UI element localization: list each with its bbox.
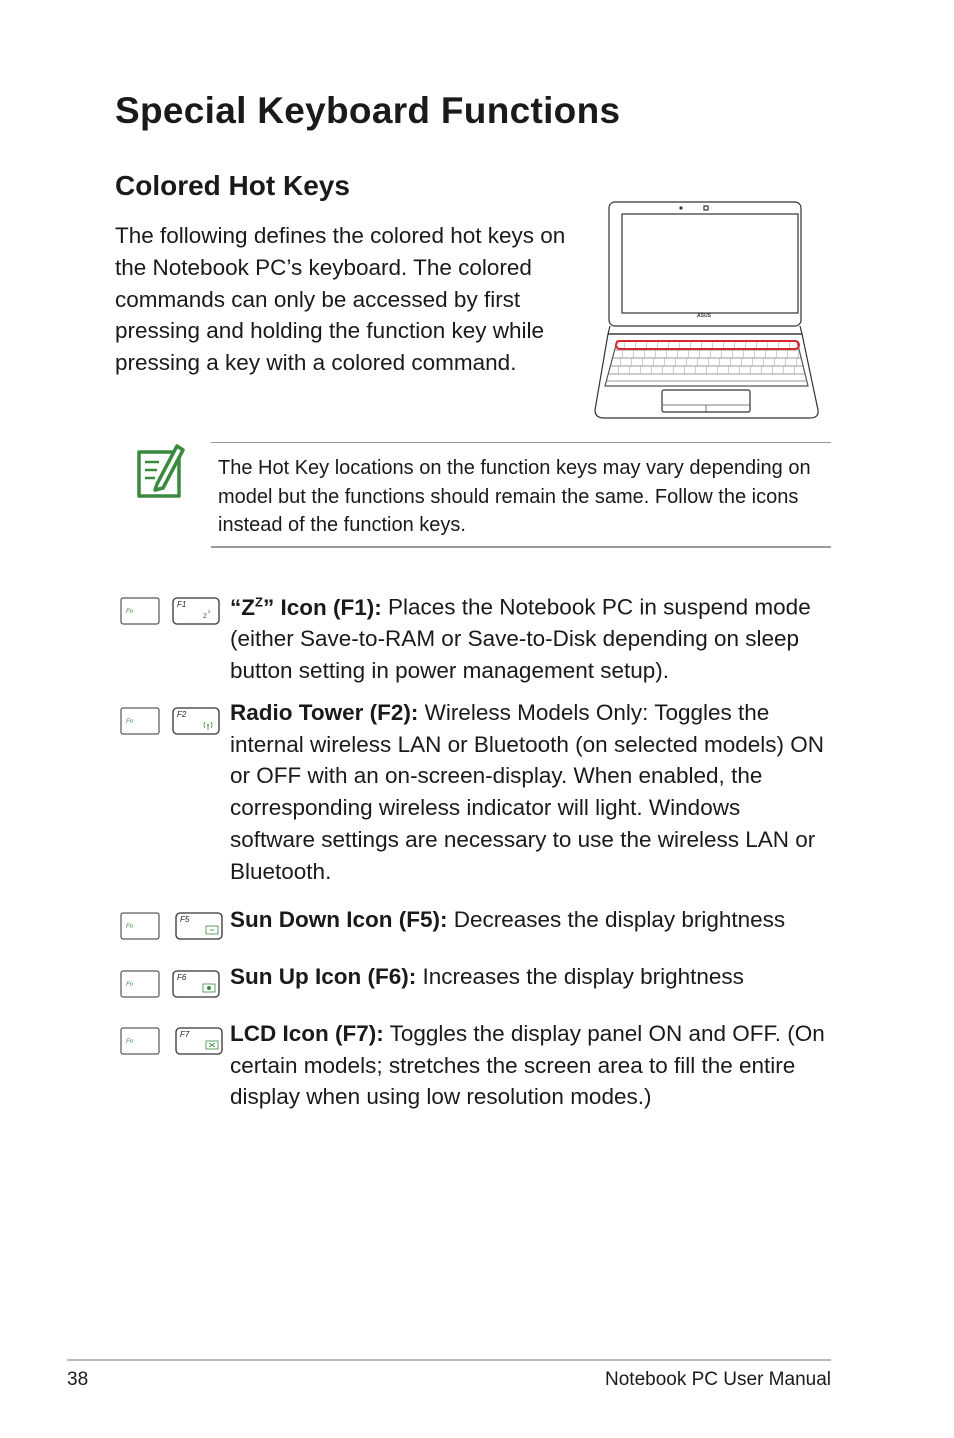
svg-text:z: z [208, 609, 211, 615]
hotkey-title: Sun Down Icon (F5): [230, 907, 448, 932]
section-title: Colored Hot Keys [115, 170, 350, 201]
fn-key-label: Fn [126, 924, 134, 930]
note-top-rule [211, 442, 831, 443]
laptop-illustration [592, 200, 822, 422]
fn-key-label: Fn [126, 982, 134, 988]
hotkey-combo-f6 [117, 969, 223, 1001]
hotkey-title: Radio Tower (F2): [230, 700, 419, 725]
hotkey-description-f2 [230, 697, 825, 887]
hotkey-description-f7 [230, 1018, 825, 1113]
hotkey-desc: Increases the display brightness [416, 964, 744, 989]
fn-key-label: Fn [126, 609, 134, 615]
hotkey-description-f5 [230, 904, 825, 936]
function-key-label: F2 [177, 710, 187, 719]
note-text: The Hot Key locations on the function keys may vary depending on model but the functions should remain the same. Follow the icons instead of the function keys. [218, 457, 811, 536]
page-title: Special Keyboard Functions [115, 90, 621, 131]
hotkey-description-f1 [230, 586, 825, 687]
hotkey-description-f6 [230, 961, 825, 993]
fn-key-label: Fn [126, 719, 134, 725]
function-row-highlight [616, 341, 799, 349]
hotkey-title: “$Z^Z$” Icon (F1): [230, 594, 382, 620]
fn-key-label: Fn [126, 1039, 134, 1045]
footer-rule [67, 1359, 831, 1361]
function-key-label: F5 [180, 915, 190, 924]
function-key-label: F7 [180, 1030, 190, 1039]
hotkey-desc: Decreases the display brightness [447, 907, 786, 932]
hotkey-title: LCD Icon (F7): [230, 1021, 384, 1046]
hotkey-combo-f5 [117, 911, 223, 943]
hotkey-desc: Toggles the display panel ON and OFF. (On certain models; stretches the screen area to fill the entire display when using low resolution modes.) [230, 1021, 825, 1110]
footer-manual-title: Notebook PC User Manual [605, 1369, 831, 1390]
svg-text:z: z [203, 611, 207, 620]
laptop-brand-logo: ASUS [697, 313, 711, 319]
laptop-screen [622, 214, 798, 313]
note-pencil-icon [133, 440, 185, 500]
hotkey-desc: Wireless Models Only: Toggles the internal wireless LAN or Bluetooth (on selected models) ON or OFF with an on-screen-display. When enabled, the corresponding wireless indicator will light. Windows software settings are necessary to use the wireless LAN or Bluetooth. [230, 700, 825, 884]
intro-paragraph: The following defines the colored hot keys on the Notebook PC’s keyboard. The colored commands can only be accessed by first pressing and holding the function key while pressing a key with a colored command. [115, 223, 566, 376]
hotkey-combo-f2 [117, 706, 223, 738]
hotkey-desc: Places the Notebook PC in suspend mode (either Save-to-RAM or Save-to-Disk depending on sleep button setting in power management setup). [230, 594, 811, 683]
hotkey-combo-f1 [117, 596, 223, 628]
note-bottom-rule [211, 546, 831, 548]
footer-page-number: 38 [67, 1369, 89, 1390]
laptop-lid [609, 202, 801, 326]
hotkey-title-superscript: Z [255, 594, 263, 609]
hotkey-combo-f7 [117, 1026, 223, 1058]
function-key-label: F6 [177, 973, 187, 982]
hotkey-title: Sun Up Icon (F6): [230, 964, 417, 989]
function-key-label: F1 [177, 600, 187, 609]
